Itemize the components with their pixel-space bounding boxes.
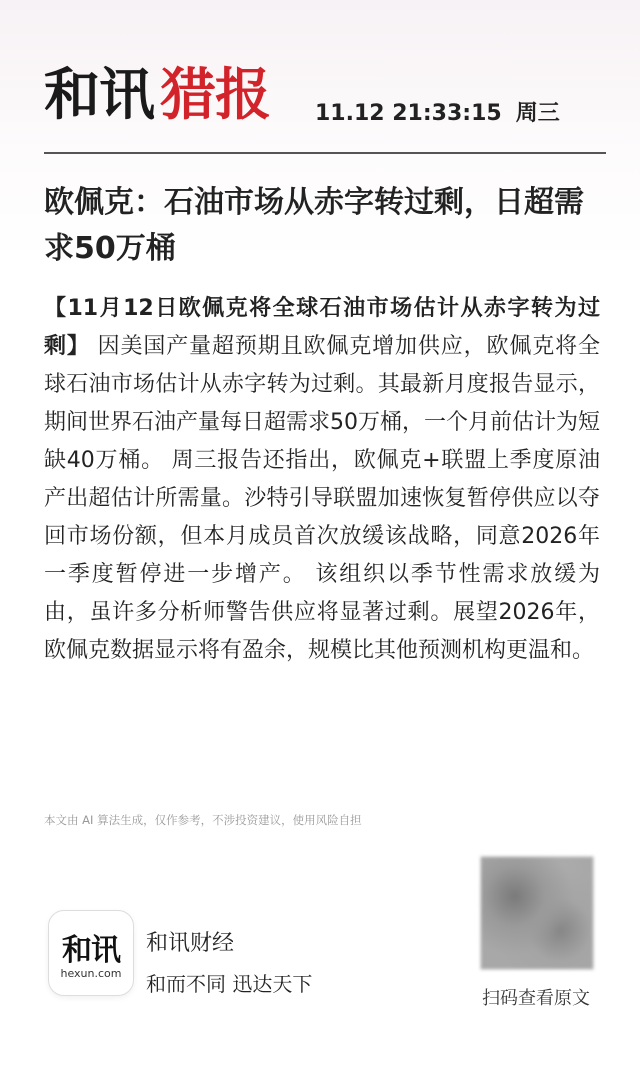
app-logo-domain: hexun.com: [60, 967, 122, 980]
publish-datetime: [315, 96, 560, 127]
article-text: 因美国产量超预期且欧佩克增加供应，欧佩克将全球石油市场估计从赤字转为过剩。其最新月度报告显示，期间世界石油产量每日超需求50万桶，一个月前估计为短缺40万桶。 周三报告还指出，欧佩克+联盟上季度原油产出超估计所需量。沙特引导联盟加速恢复暂停供应以夺回市场份额，但本月成员首次放缓该战略，同意2026年一季度暂停进一步增产。 该组织以季节性需求放缓为由，虽许多分析师警告供应将显著过剩。展望2026年，欧佩克数据显示将有盈余，规模比其他预测机构更温和。: [44, 334, 600, 663]
hexun-liebao-logo: [44, 64, 270, 128]
article-lead: 【11月12日欧佩克将全球石油市场估计从赤字转为过剩】: [44, 296, 600, 359]
footer: [0, 850, 640, 1060]
article-title: 欧佩克：石油市场从赤字转过剩，日超需求50万桶: [44, 185, 584, 266]
header-divider: [44, 152, 606, 154]
ai-disclaimer: 本文由 AI 算法生成，仅作参考，不涉投资建议，使用风险自担: [44, 813, 362, 827]
publish-time: 11.12 21:33:15: [315, 101, 502, 126]
hexun-app-logo: [48, 910, 134, 996]
publish-weekday: 周三: [515, 101, 560, 126]
logo-liebao-text: 猎报: [160, 63, 270, 128]
qr-caption: 扫码查看原文: [482, 988, 590, 1009]
header: [44, 62, 604, 152]
brand-name: 和讯财经: [146, 931, 235, 956]
brand-slogan: 和而不同 迅达天下: [146, 972, 313, 996]
app-logo-mark: 和讯: [62, 933, 120, 968]
logo-hexun-text: 和讯: [44, 63, 154, 128]
article-body: [44, 290, 600, 670]
qr-code[interactable]: [480, 856, 594, 970]
